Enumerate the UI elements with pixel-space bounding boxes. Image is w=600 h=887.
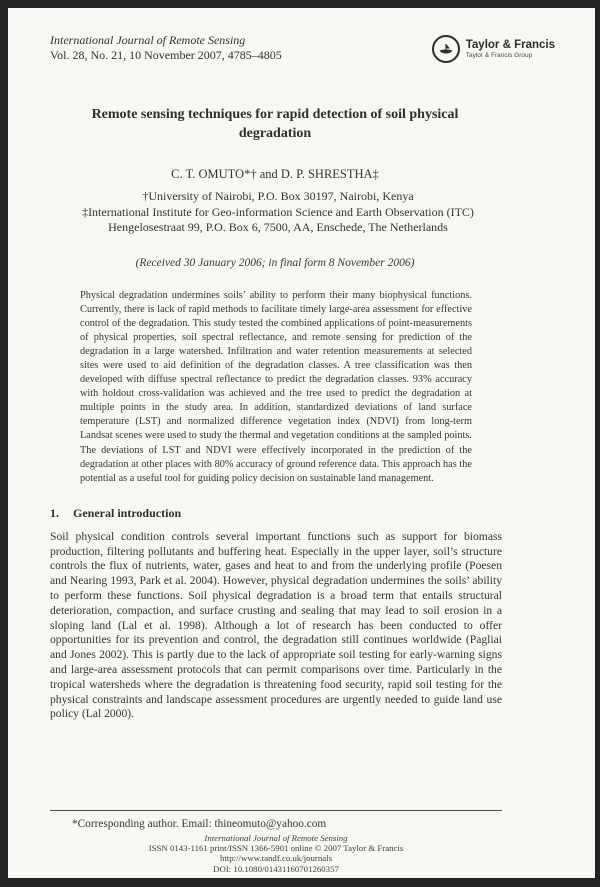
corresponding-author-footnote: *Corresponding author. Email: thineomuto@yahoo.com (72, 818, 327, 830)
footer-journal-name: International Journal of Remote Sensing (204, 832, 348, 843)
taylor-francis-logo (432, 35, 555, 63)
journal-identification (50, 33, 282, 63)
authors-line: C. T. OMUTO*† and D. P. SHRESTHA‡ (171, 167, 379, 181)
received-line: (Received 30 January 2006; in final form 8 November 2006) (135, 256, 415, 269)
abstract-paragraph: Physical degradation undermines soils’ ability to perform their many biophysical functions. Currently, there is lack of rapid methods to facilitate timely large-area assessment for effective control of the degradation. This study tested the combined applications of point-measurements of physical properties, soil spectral reflectance, and remote sensing for prediction of the degradation in a large watershed. Infiltration and water retention measurements at selected sites were used to aid definition of the degradation classes. A tree classification was then developed with diffuse spectral reflectance to predict the degradation classes. 93% accuracy with holdout cross-validation was achieved and the tree used to predict the degradation at multiple points in the study area. In addition, standardized deviations of land surface temperature (LST) and normalized difference vegetation index (NDVI) from long-term Landsat scenes were used to study the thermal and vegetation conditions at the sampled points. The deviations of LST and NDVI were effectively incorporated in the prediction of the degradation at other places with 80% accuracy of ground reference data. This approach has the potential as a useful tool for guiding policy decision on sustainable land management. (80, 289, 472, 484)
paper-title-line-1: Remote sensing techniques for rapid detection of soil physical (91, 107, 459, 122)
imprint-footer (50, 833, 502, 874)
publisher-group: Taylor & Francis Group (465, 51, 533, 59)
footer-issn-line: ISSN 0143-1161 print/ISSN 1366-5901 online © 2007 Taylor & Francis (148, 843, 404, 854)
affiliation-line-2: ‡International Institute for Geo-information Science and Earth Observation (ITC) (82, 204, 474, 219)
page-header (50, 33, 555, 63)
section-1-number: 1. (50, 505, 59, 520)
publisher-name: Taylor & Francis (465, 38, 555, 51)
footer-doi: DOI: 10.1080/01431160701260357 (213, 863, 339, 874)
footer-url: http://www.tandf.co.uk/journals (219, 853, 333, 864)
affiliation-line-1: †University of Nairobi, P.O. Box 30197, Nairobi, Kenya (142, 189, 414, 203)
paper-title-line-2: degradation (238, 126, 312, 141)
footnote-block (50, 810, 502, 830)
affiliation-line-3: Hengelosestraat 99, P.O. Box 6, 7500, AA, Enschede, The Netherlands (108, 220, 448, 234)
section-1-paragraph: Soil physical condition controls several important functions such as support for biomass production, filtering pollutants and buffering heat. Especially in the upper layer, soil’s structure controls the flux of nutrients, water, gases and heat to and from the underlying profile (Poesen and Nearing 1993, Park et al. 2004). However, physical degradation undermines the soils’ ability to perform these functions. Soil physical degradation is a broad term that entails structural deterioration, compaction, and surface crusting and sealing that may lead to soil erosion in a sloping land (Lal et al. 1998). Although a lot of research has been conducted to offer opportunities for its prevention and control, the degradation still continues worldwide (Pagliai and Jones 2002). This is partly due to the lack of appropriate soil testing for early-warning signs and large-area assessment protocols that can permit comparisons over time. Particularly in the tropical watersheds where the degradation is threatening food security, rapid soil testing for the physical constraints and landscape assessment procedures are urgently needed to guide land use policy (Lal 2000). (50, 529, 502, 721)
publisher-logo-text (466, 39, 555, 60)
journal-name: International Journal of Remote Sensing (50, 33, 246, 47)
paper-title (50, 105, 500, 143)
section-1-title: General introduction (73, 505, 182, 520)
publisher-ship-icon (432, 35, 460, 63)
affiliations-block (28, 189, 528, 236)
paper-page (8, 8, 595, 878)
issue-line: Vol. 28, No. 21, 10 November 2007, 4785–4805 (50, 48, 282, 62)
footnote-divider (50, 810, 502, 811)
section-1-heading (50, 506, 500, 521)
